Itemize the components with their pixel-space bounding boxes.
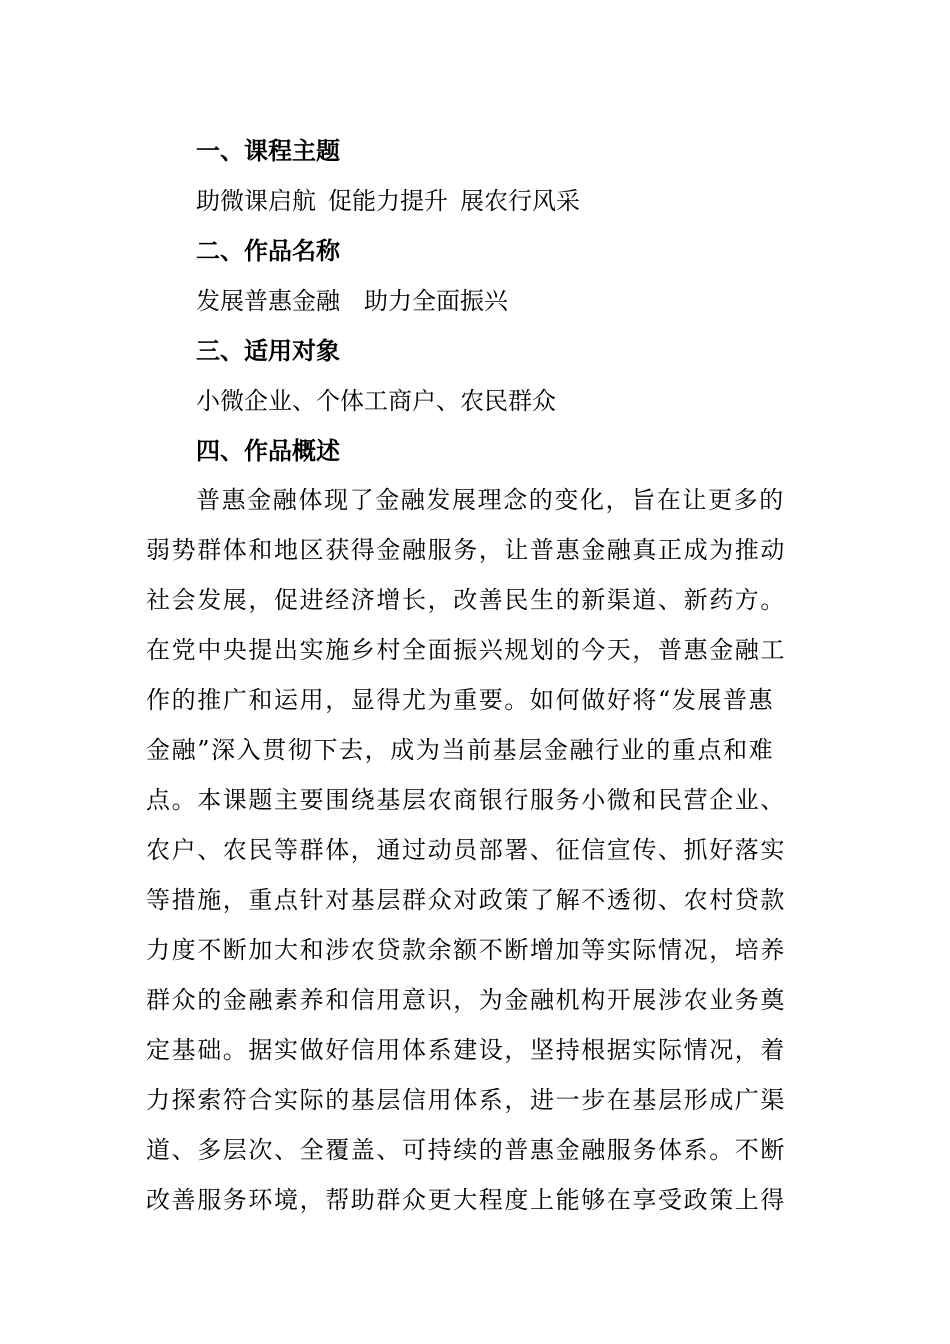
overview-line-1: 普惠金融体现了金融发展理念的变化，旨在让更多的 [196, 486, 785, 514]
overview-line-14: 道、多层次、全覆盖、可持续的普惠金融服务体系。不断 [146, 1136, 786, 1164]
work-title-part-1: 发展普惠金融 [196, 287, 340, 315]
work-title-text [196, 285, 508, 317]
course-theme-part-1: 助微课启航 [196, 187, 316, 215]
overview-line-10: 力度不断加大和涉农贷款余额不断增加等实际情况，培养 [146, 936, 786, 964]
course-theme-text [196, 185, 580, 217]
overview-line-11: 群众的金融素养和信用意识，为金融机构开展涉农业务奠 [146, 986, 786, 1014]
section-heading-course-theme: 一、课程主题 [196, 137, 340, 165]
overview-line-7: 点。本课题主要围绕基层农商银行服务小微和民营企业、 [146, 786, 786, 814]
course-theme-part-2: 促能力提升 [328, 187, 448, 215]
overview-line-9: 等措施，重点针对基层群众对政策了解不透彻、农村贷款 [146, 886, 786, 914]
overview-line-15: 改善服务环境，帮助群众更大程度上能够在享受政策上得 [146, 1186, 786, 1214]
overview-line-2: 弱势群体和地区获得金融服务，让普惠金融真正成为推动 [146, 536, 786, 564]
section-heading-audience: 三、适用对象 [196, 337, 340, 365]
work-title-part-2: 助力全面振兴 [364, 287, 508, 315]
overview-line-6: 金融”深入贯彻下去，成为当前基层金融行业的重点和难 [146, 736, 775, 764]
overview-line-4: 在党中央提出实施乡村全面振兴规划的今天，普惠金融工 [146, 636, 786, 664]
overview-line-8: 农户、农民等群体，通过动员部署、征信宣传、抓好落实 [146, 836, 786, 864]
section-heading-overview: 四、作品概述 [196, 437, 340, 465]
overview-line-5: 作的推广和运用，显得尤为重要。如何做好将“发展普惠 [146, 686, 775, 714]
overview-line-12: 定基础。据实做好信用体系建设，坚持根据实际情况，着 [146, 1036, 786, 1064]
section-heading-work-title: 二、作品名称 [196, 237, 340, 265]
audience-text: 小微企业、个体工商户、农民群众 [196, 387, 556, 415]
overview-line-3: 社会发展，促进经济增长，改善民生的新渠道、新药方。 [146, 586, 786, 614]
overview-line-13: 力探索符合实际的基层信用体系，进一步在基层形成广渠 [146, 1086, 786, 1114]
course-theme-part-3: 展农行风采 [460, 187, 580, 215]
